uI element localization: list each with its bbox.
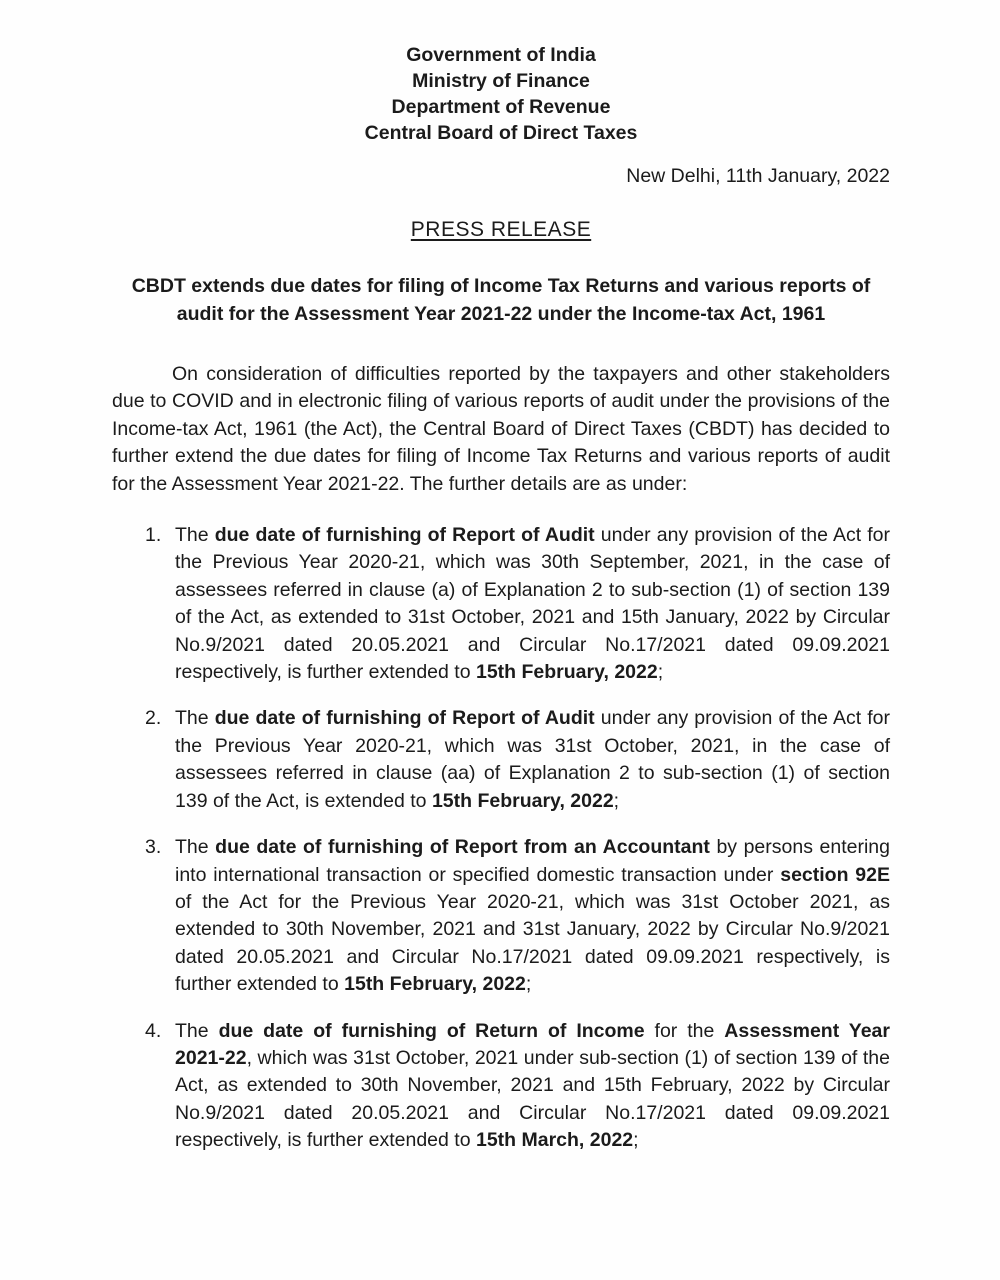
document-title: CBDT extends due dates for filing of Income Tax Returns and various reports of audit for the Assessment Year 2021-22 under the Income-tax Act, 1961 [131, 275, 871, 325]
header-line-government-of-india: Government of India [406, 44, 596, 66]
list-item-4-number: 4. [145, 1019, 162, 1042]
list-item-4-text: The due date of furnishing of Return of Income for the Assessment Year 2021-22, which was 31st October, 2021 under sub-section (1) of section 139 of the Act, as extended to 30th November, 2021 and 15th February, 2022 by Circular No.9/2021 dated 20.05.2021 and Circular No.17/2021 dated 09.09.2021 respectively, is further extended to 15th March, 2022; [175, 1019, 890, 1152]
press-release-heading: PRESS RELEASE [410, 218, 592, 241]
intro-paragraph: On consideration of difficulties reported by the taxpayers and other stakeholders due to COVID and in electronic filing of various reports of audit under the provisions of the Income-tax Act, 1961 (the Act), the Central Board of Direct Taxes (CBDT) has decided to further extend the due dates for filing of Income Tax Returns and various reports of audit for the Assessment Year 2021-22. The further details are as under: [112, 363, 890, 495]
document-header [112, 42, 890, 146]
list-item-3-text: The due date of furnishing of Report from an Accountant by persons entering into international transaction or specified domestic transaction under section 92E of the Act for the Previous Year 2020-21, which was 31st October 2021, as extended to 30th November, 2021 and 31st January, 2022 by Circular No.9/2021 dated 20.05.2021 and Circular No.17/2021 dated 09.09.2021 respectively, is further extended to 15th February, 2022; [175, 836, 891, 996]
list-item-2 [145, 705, 890, 815]
list-item-3 [145, 834, 890, 998]
header-line-department-of-revenue: Department of Revenue [391, 96, 611, 118]
list-item-4 [145, 1018, 890, 1155]
list-item-1-text: The due date of furnishing of Report of Audit under any provision of the Act for the Previous Year 2020-21, which was 30th September, 2021, in the case of assessees referred in clause (a) of Explanation 2 to sub-section (1) of section 139 of the Act, as extended to 31st October, 2021 and 15th January, 2022 by Circular No.9/2021 dated 20.05.2021 and Circular No.17/2021 dated 09.09.2021 respectively, is further extended to 15th February, 2022; [175, 524, 890, 684]
list-item-2-number: 2. [145, 707, 162, 730]
press-release-heading-row [112, 217, 890, 244]
header-line-central-board: Central Board of Direct Taxes [364, 122, 638, 144]
numbered-list [112, 522, 890, 1155]
list-item-2-text: The due date of furnishing of Report of Audit under any provision of the Act for the Previous Year 2020-21, which was 31st October, 2021, in the case of assessees referred in clause (aa) of Explanation 2 to sub-section (1) of section 139 of the Act, is extended to 15th February, 2022; [175, 707, 890, 812]
dateline: New Delhi, 11th January, 2022 [626, 165, 890, 187]
list-item-3-number: 3. [145, 836, 162, 859]
list-item-1-number: 1. [145, 524, 162, 547]
list-item-1 [145, 522, 890, 686]
header-line-ministry-of-finance: Ministry of Finance [412, 70, 590, 92]
